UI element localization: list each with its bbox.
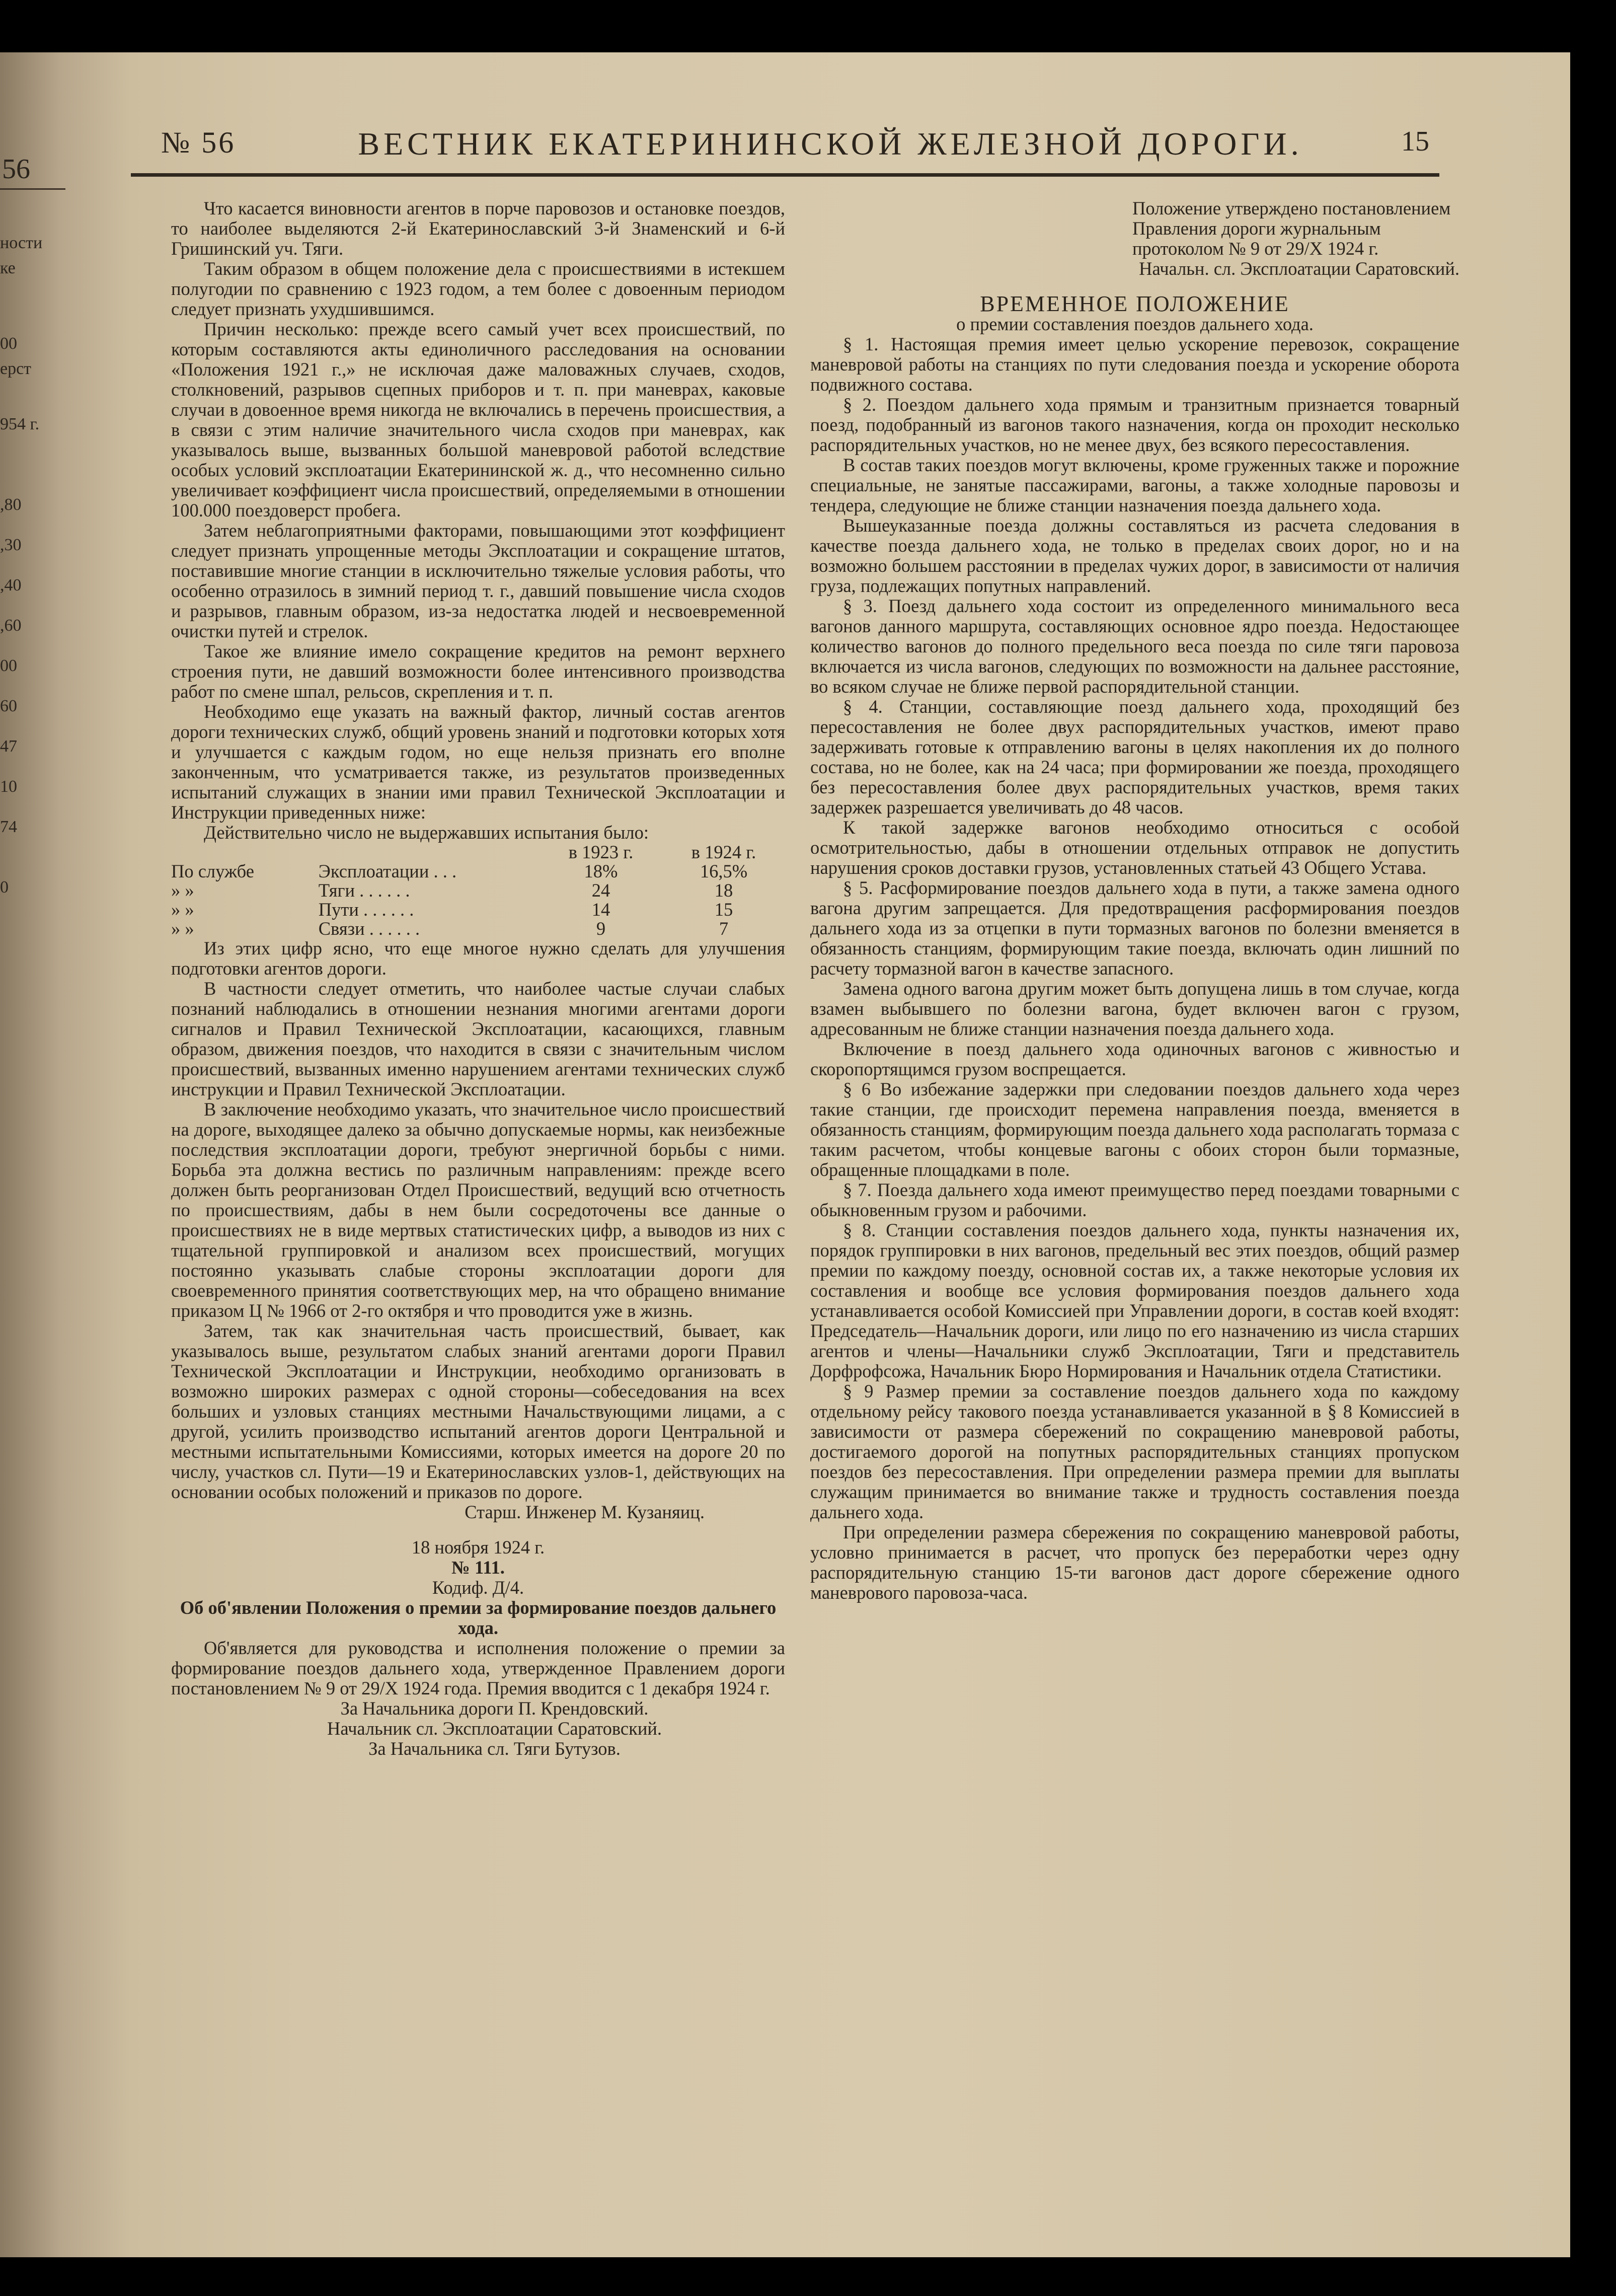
paragraph: Из этих цифр ясно, что еще многое нужно сделать для улучшения подготовки агентов дороги. bbox=[171, 938, 785, 979]
fragment-text: ерст bbox=[0, 359, 32, 378]
paragraph: К такой задержке вагонов необходимо относиться с особой осмотрительностью, дабы в отношении отдельных отправок не допустить нарушения сроков доставки грузов, установленных статьей 43 Общего Устава. bbox=[810, 817, 1459, 878]
table-cell: Тяги . . . . . . bbox=[318, 880, 410, 901]
page-number: 15 bbox=[1401, 126, 1429, 157]
paragraph: § 4. Станции, составляющие поезд дальнего хода, проходящий без пересоставления не более двух распорядительных участков, имеют право задерживать готовые к отправлению вагоны в целях накопления их до полного состава, но не более, как на 24 часа; при формировании же поезда, проходящего без пересоставления более двух распорядительных участков, время таких задержек разрешается увеличивать до 48 часов. bbox=[810, 696, 1459, 818]
paragraph: § 5. Расформирование поездов дальнего хода в пути, а также замена одного вагона другим запрещается. Для предотвращения расформирования поездов дальнего хода из за отцепки в пути тормазных вагонов по болезни вменяется в обязанность станциям, формирующим такие поезда, включать один лишний по расчету тормазной вагон в качестве запасного. bbox=[810, 877, 1459, 979]
table-row bbox=[171, 881, 785, 900]
header-rule bbox=[131, 173, 1439, 177]
table-cell: Связи . . . . . . bbox=[318, 918, 420, 939]
paragraph: Таким образом в общем положение дела с происшествиями в истекшем полугодии по сравнению с 1923 годом, а тем более с довоенным периодом следует признать ухудшившимся. bbox=[171, 258, 785, 319]
table-cell: По службе bbox=[171, 861, 254, 881]
paragraph: § 3. Поезд дальнего хода состоит из определенного минимального веса вагонов данного маршрута, составляющих основное ядро поезда. Недостающее количество вагонов до полного предельного веса поезда по силе тяги паровоза включается из числа вагонов, следующих по возможности на дальнее расстояние, во всяком случае не ближе первой распорядительной станции. bbox=[810, 596, 1459, 697]
fragment-text: 10 bbox=[0, 777, 17, 796]
table-header bbox=[319, 843, 540, 862]
table-cell: 9 bbox=[596, 918, 606, 939]
paragraph: Причин несколько: прежде всего самый учет всех происшествий, по которым составляются акты единоличного расследования на основании «Положения 1921 г.,» не исключая даже маловажных случаев, сходов, столкновений, разрывов сцепных приборов и т. п. при маневрах, каковые случаи в довоенное время никогда не включались в перечень происшествия, а в связи с этим наличие значительного числа сходов при маневрах, как указывалось выше, вызванных большой маневровой работой вследствие особых условий эксплоатации Екатерининской ж. д., что несомненно сильно увеличивает коэффициент числа происшествий, определяемыми в отношении 100.000 поездоверст пробега. bbox=[171, 319, 785, 521]
divider bbox=[0, 188, 65, 190]
order-text: Об'является для руководства и исполнения положение о премии за формирование поездов дальнего хода, утвержденное Правлением дороги постановлением № 9 от 29/X 1924 года. Премия вводится с 1 декабря 1924 г. bbox=[171, 1638, 785, 1698]
paragraph: § 9 Размер премии за составление поездов дальнего хода по каждому отдельному рейсу такового поезда устанавливается указанной в § 8 Комиссией в зависимости от размера сбережений по сокращению маневровой работы, достигаемого дорогой на попутных распорядительных станциях пропуском поездов без пересоставления. При определении размера премии для выплаты служащим принимается во внимание также и трудность составления поезда дальнего хода. bbox=[810, 1381, 1459, 1522]
regulation-text bbox=[810, 334, 1459, 1603]
paragraph: Такое же влияние имело сокращение кредитов на ремонт верхнего строения пути, не давший возможности более интенсивного производства работ по смене шпал, рельсов, скрепления и т. п. bbox=[171, 641, 785, 702]
table-row bbox=[171, 900, 785, 919]
table-cell: 7 bbox=[719, 918, 729, 939]
paragraph: Действительно число не выдержавших испытания было: bbox=[204, 822, 649, 843]
table-cell: » » bbox=[171, 880, 194, 901]
left-column bbox=[171, 198, 785, 1759]
approval-note: Положение утверждено постановлением Правления дороги журнальным протоколом № 9 от 29/X 1924 г. bbox=[1132, 198, 1451, 259]
order-signature-2: Начальник сл. Эксплоатации Саратовский. bbox=[327, 1718, 662, 1739]
fragment-text: ,30 bbox=[0, 536, 22, 554]
table-cell: Пути . . . . . . bbox=[318, 899, 414, 920]
approval-signature: Начальн. сл. Эксплоатации Саратовский. bbox=[1139, 258, 1459, 279]
table-cell: » » bbox=[171, 918, 194, 939]
fragment-text: 74 bbox=[0, 818, 17, 836]
table-header: в 1924 г. bbox=[691, 842, 756, 862]
fragment-text: ,80 bbox=[0, 495, 22, 514]
table-row bbox=[171, 862, 785, 881]
paragraph: В состав таких поездов могут включены, кроме груженных также и порожние специальные, не занятые пассажирами, вагоны, а также холодные паровозы и тендера, следующие не ближе станции назначения поезда дальнего хода. bbox=[810, 455, 1459, 515]
newspaper-page bbox=[0, 52, 1570, 2257]
paragraph: § 7. Поезда дальнего хода имеют преимущество перед поездами товарными с обыкновенным грузом и рабочими. bbox=[810, 1179, 1459, 1220]
paragraph: § 6 Во избежание задержки при следовании поездов дальнего хода через такие станции, где происходит перемена направления поезда, вменяется в обязанность станциям, формирующим поезда дальнего хода располагать тормаза с таким расчетом, чтобы концевые вагоны с обоих сторон были тормазные, обращенные площадками в поле. bbox=[810, 1079, 1459, 1180]
paragraph: Включение в поезд дальнего хода одиночных вагонов с живностью и скоропортящимся грузом воспрещается. bbox=[810, 1039, 1459, 1079]
fragment-text: ке bbox=[0, 259, 16, 277]
order-number: № 111. bbox=[451, 1557, 505, 1578]
fragment-text: ,60 bbox=[0, 616, 22, 635]
left-article-text bbox=[171, 198, 785, 843]
table-cell: 24 bbox=[591, 880, 610, 901]
paragraph: § 2. Поездом дальнего хода прямым и транзитным признается товарный поезд, подобранный из вагонов такого назначения, когда он проходит несколько распорядительных участков, но не менее двух, без всякого пересоставления. bbox=[810, 394, 1459, 455]
newspaper-title: ВЕСТНИК ЕКАТЕРИНИНСКОЙ ЖЕЛЕЗНОЙ ДОРОГИ. bbox=[358, 126, 1303, 162]
order-signature-1: За Начальника дороги П. Крендовский. bbox=[340, 1698, 649, 1719]
table-cell: 18 bbox=[714, 880, 733, 901]
table-header: в 1923 г. bbox=[568, 842, 634, 862]
paragraph: В заключение необходимо указать, что значительное число происшествий на дороге, выходящее далеко за обычно допускаемые нормы, как неизбежные последствия эксплоатации дороги, требуют энергичной борьбы с ними. Борьба эта должна вестись по различным направлениям: прежде всего должен быть реорганизован Отдел Происшествий, ведущий всю отчетность по происшествиям, дабы в нем были сосредоточены все данные о происшествиях не в виде мертвых статистических цифр, а выводов из них с тщательной группировкой и анализом всех происшествий, могущих постоянно указывать слабые стороны эксплоатации дороги для своевременного принятия соответствующих мер, на что обращено внимание приказом Ц № 1966 от 2-го октября и что проводится уже в жизнь. bbox=[171, 1099, 785, 1321]
table-header-row bbox=[171, 843, 785, 862]
fragment-text: 0 bbox=[0, 878, 9, 897]
right-column bbox=[810, 198, 1459, 1603]
regulation-subtitle: о премии составления поездов дальнего хода. bbox=[956, 314, 1314, 334]
fragment-text: 00 bbox=[0, 334, 17, 353]
table-cell: » » bbox=[171, 899, 194, 920]
table-cell: 18% bbox=[584, 861, 618, 881]
order-code: Кодиф. Д/4. bbox=[432, 1577, 524, 1598]
paragraph: Вышеуказанные поезда должны составляться из расчета следования в качестве поезда дальнего хода, не только в пределах своих дорог, но и на возможно большем расстоянии в пределах чужих дорог, в зависимости от наличия груза, подлежащих попутных направлений. bbox=[810, 515, 1459, 596]
regulation-title: ВРЕМЕННОЕ ПОЛОЖЕНИЕ bbox=[980, 291, 1290, 316]
table-cell: Эксплоатации . . . bbox=[318, 861, 457, 881]
previous-page-strip bbox=[0, 52, 75, 2257]
fragment-text: 00 bbox=[0, 656, 17, 675]
paragraph: § 1. Настоящая премия имеет целью ускорение перевозок, сокращение маневровой работы на станциях по пути следования поезда и ускорение оборота подвижного состава. bbox=[810, 334, 1459, 395]
fragment-text: ,40 bbox=[0, 576, 22, 595]
paragraph: В частности следует отметить, что наиболее частые случаи слабых познаний наблюдались в отношении незнания многими агентами дороги сигналов и Правил Технической Эксплоатации, касающихся, главным образом, движения поездов, что находится в связи с значительным числом происшествий, вызванных именно нарушением агентами технических служб инструкции и Правил Технической Эксплоатации. bbox=[171, 978, 785, 1099]
table-header bbox=[171, 843, 319, 862]
test-results-table bbox=[171, 843, 785, 938]
page-header bbox=[161, 125, 1429, 181]
article-signature: Старш. Инженер М. Кузаняиц. bbox=[465, 1502, 705, 1522]
paragraph: Замена одного вагона другим может быть допущена лишь в том случае, когда взамен выбывшего по болезни вагона, будет включен вагон с грузом, адресованным не ближе станции назначения поезда дальнего хода. bbox=[810, 978, 1459, 1039]
paragraph: Необходимо еще указать на важный фактор, личный состав агентов дороги технических служб, общий уровень знаний и подготовки которых хотя и улучшается с каждым годом, но еще нельзя признать его вполне законченным, что усматривается также, из результатов произведенных испытаний служащих в знании ими правил Технической Эксплоатации и Инструкции приведенных ниже: bbox=[171, 701, 785, 823]
paragraph: Затем неблагоприятными факторами, повышающими этот коэффициент следует признать упрощенные методы Эксплоатации и сокращение штатов, поставившие многие станции в исключительно тяжелые условия работы, что особенно отразилось в зимний период т. г., давший повышение числа сходов и разрывов, главным образом, из-за недостатка людей и несвоевременной очистки путей и стрелок. bbox=[171, 520, 785, 641]
fragment-text: 47 bbox=[0, 737, 17, 756]
paragraph: При определении размера сбережения по сокращению маневровой работы, условно принимается в расчет, что пропуск без переработки через одну распорядительную станцию 15-ти вагонов даст дороге сбережение одного маневрового паровоза-часа. bbox=[810, 1522, 1459, 1603]
order-date: 18 ноября 1924 г. bbox=[411, 1537, 545, 1558]
order-signature-3: За Начальника сл. Тяги Бутузов. bbox=[368, 1738, 621, 1759]
fragment-text: ности bbox=[0, 234, 43, 252]
table-cell: 14 bbox=[591, 899, 610, 920]
table-row bbox=[171, 919, 785, 938]
table-cell: 16,5% bbox=[700, 861, 748, 881]
issue-number: № 56 bbox=[161, 126, 236, 159]
left-article-conclusion bbox=[171, 938, 785, 1502]
paragraph: Что касается виновности агентов в порче паровозов и остановке поездов, то наиболее выделяются 2-й Екатеринославский 3-й Знаменский и 6-й Гришинский уч. Тяги. bbox=[171, 198, 785, 259]
paragraph: § 8. Станции составления поездов дальнего хода, пункты назначения их, порядок группировки в них вагонов, предельный вес этих поездов, общий размер премии по каждому поезду, основной состав их, а также некоторые условия их составления и вообще все условия формирования поездов дальнего хода устанавливается особой Комиссией при Управлении дороги, в состав коей входят: Председатель—Начальник дороги, или лицо по его назначению из числа старших агентов и члены—Начальники служб Эксплоатации, Тяги и представитель Дорфрофсожа, Начальник Бюро Нормирования и Начальник отдела Статистики. bbox=[810, 1220, 1459, 1381]
paragraph: Затем, так как значительная часть происшествий, бывает, как указывалось выше, результатом слабых знаний агентами дороги Правил Технической Эксплоатации и Инструкции, необходимо организовать в возможно широких размерах с одной стороны—собеседования на всех больших и узловых станциях местными Начальствующими лицами, а с другой, усилить производство испытаний агентов дороги Центральной и местными испытательными Комиссиями, которых имеется на дороге 20 по числу, участков сл. Пути—19 и Екатеринославских узлов-1, действующих на основании особых положений и приказов по дороге. bbox=[171, 1320, 785, 1502]
table-cell: 15 bbox=[714, 899, 733, 920]
order-title: Об об'явлении Положения о премии за формирование поездов дальнего хода. bbox=[180, 1597, 777, 1638]
previous-page-number: 56 bbox=[2, 154, 30, 185]
fragment-text: 60 bbox=[0, 697, 17, 715]
fragment-text: 954 г. bbox=[0, 415, 40, 433]
